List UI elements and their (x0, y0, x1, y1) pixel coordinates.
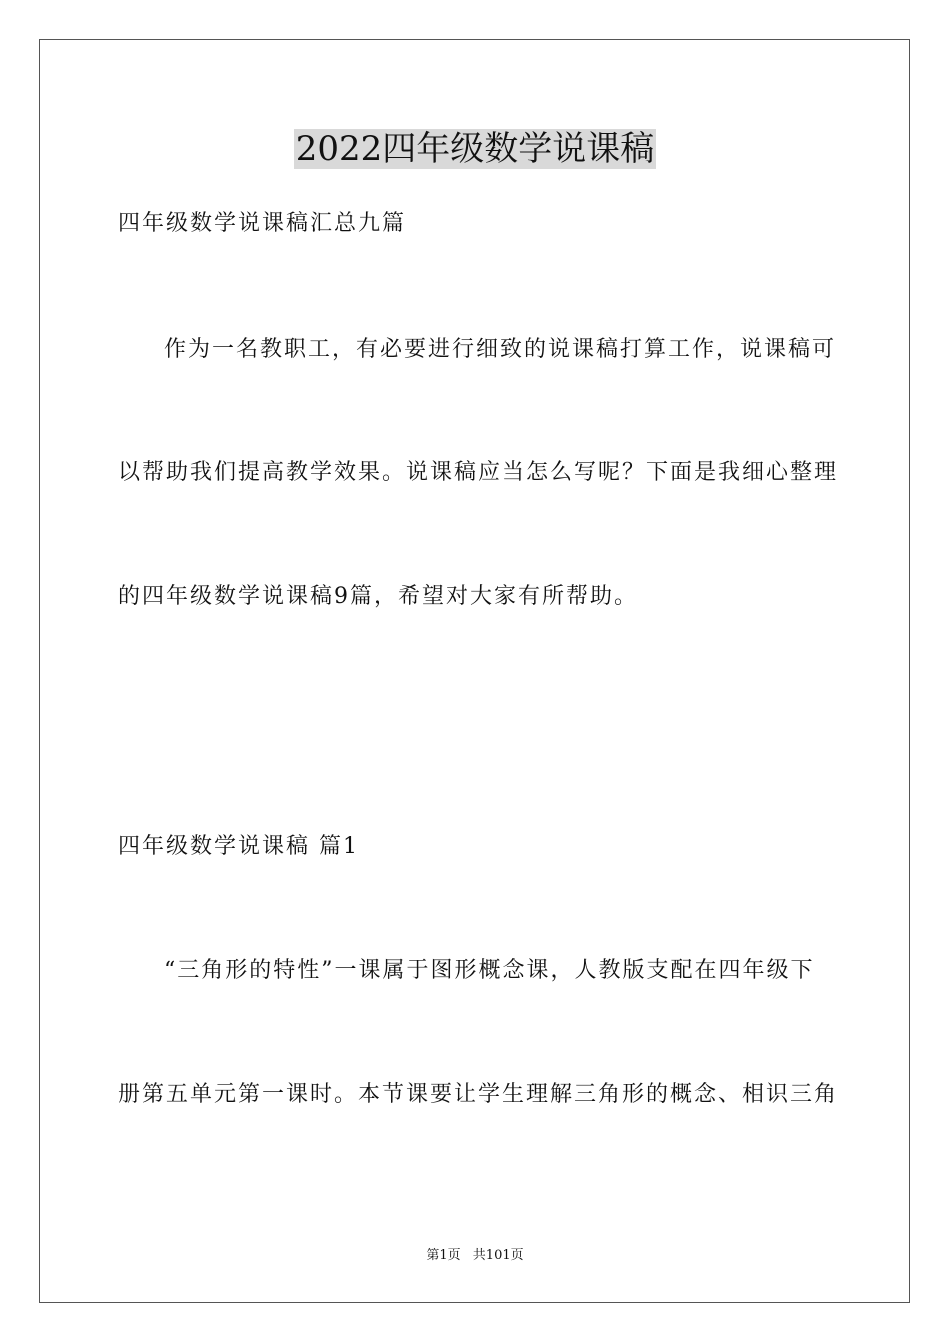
intro-line-3: 的四年级数学说课稿9篇，希望对大家有所帮助。 (118, 584, 638, 609)
section-heading: 四年级数学说课稿 篇1 (118, 834, 359, 859)
document-subtitle: 四年级数学说课稿汇总九篇 (118, 211, 407, 236)
intro-line-1: 作为一名教职工，有必要进行细致的说课稿打算工作，说课稿可 (164, 337, 837, 362)
document-title (0, 128, 950, 170)
section-line-2: 册第五单元第一课时。本节课要让学生理解三角形的概念、相识三角 (118, 1082, 839, 1107)
section-line-1: “三角形的特性”一课属于图形概念课，人教版支配在四年级下 (164, 958, 815, 983)
page-total: 共101页 (472, 1248, 524, 1263)
page-number: 第1页 (426, 1248, 461, 1263)
intro-line-2: 以帮助我们提高教学效果。说课稿应当怎么写呢？下面是我细心整理 (118, 460, 839, 485)
page-footer (0, 1247, 950, 1265)
document-title-text: 2022四年级数学说课稿 (295, 129, 655, 169)
